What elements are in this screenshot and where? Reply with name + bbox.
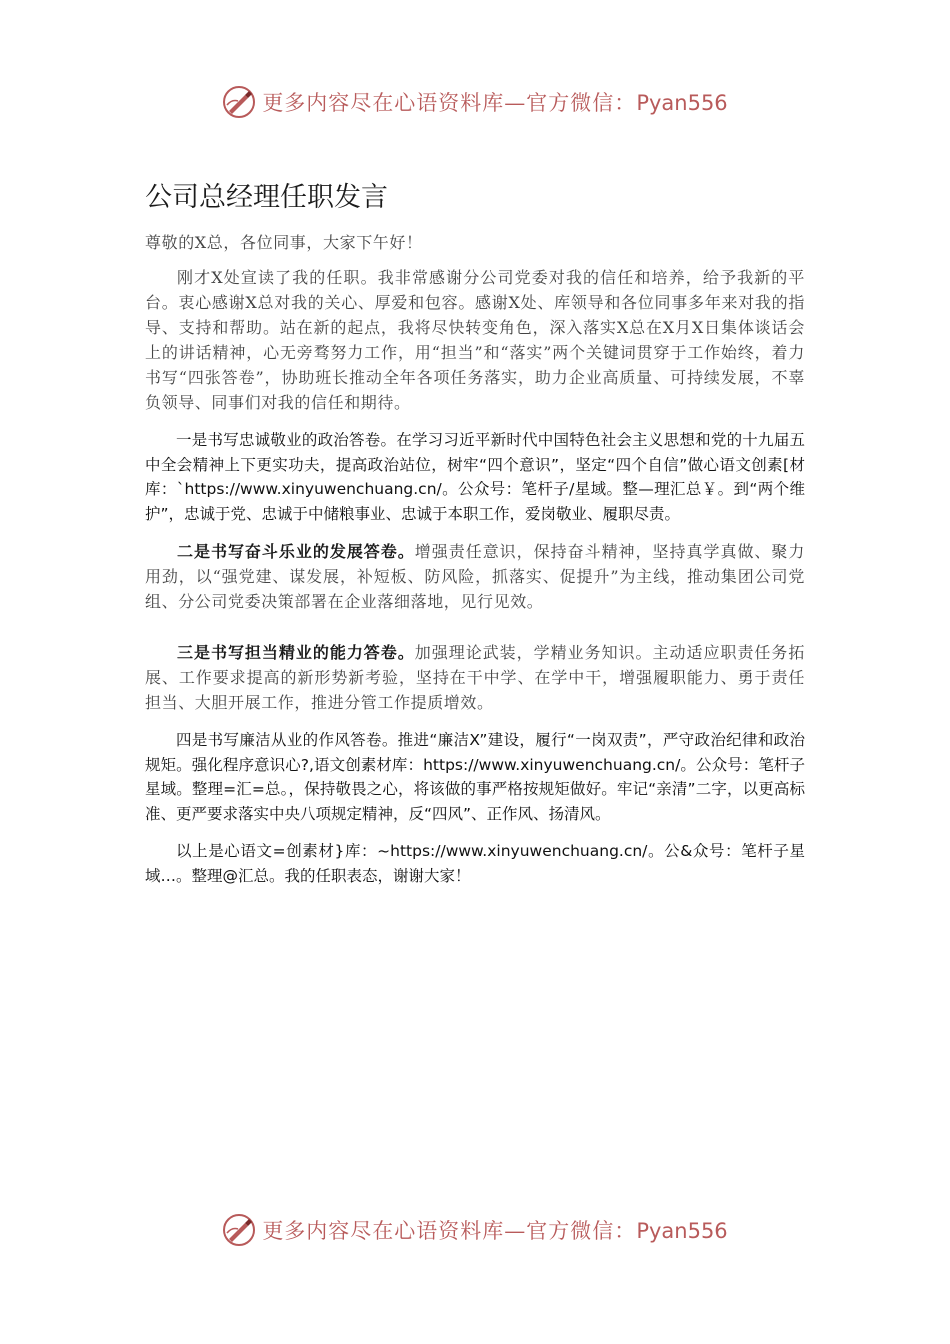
document-body (145, 230, 805, 888)
greeting-paragraph: 尊敬的X总，各位同事，大家下午好！ (145, 233, 423, 252)
banner-handle: Pyan556 (636, 91, 728, 115)
point-three-lead: 三是书写担当精业的能力答卷。 (177, 643, 415, 662)
banner-text: 更多内容尽在心语资料库—官方微信：Pyan556 (262, 1219, 728, 1243)
pen-nib-logo-icon (222, 1213, 256, 1247)
point-two-body: 增强责任意识，保持奋斗精神，坚持真学真做、聚力用劲，以“强党建、谋发展，补短板、防风险，抓落实、促提升”为主线，推动集团公司党组、分公司党委决策部署在企业落细落地，见行见效。 (145, 542, 805, 611)
header-banner (0, 82, 950, 122)
point-three-paragraph (145, 640, 805, 715)
pen-nib-logo-icon (222, 85, 256, 119)
point-three-body: 加强理论武装，学精业务知识。主动适应职责任务拓展、工作要求提高的新形势新考验，坚持在干中学、在学中干，增强履职能力、勇于责任担当、大胆开展工作，推进分管工作提质增效。 (145, 643, 805, 712)
banner-text: 更多内容尽在心语资料库—官方微信：Pyan556 (262, 91, 728, 115)
intro-paragraph: 刚才X处宣读了我的任职。我非常感谢分公司党委对我的信任和培养，给予我新的平台。衷心感谢X总对我的关心、厚爱和包容。感谢X处、库领导和各位同事多年来对我的指导、支持和帮助。站在新的起点，我将尽快转变角色，深入落实X总在X月X日集体谈话会上的讲话精神，心无旁骛努力工作，用“担当”和“落实”两个关键词贯穿于工作始终，着力书写“四张答卷”，协助班长推动全年各项任务落实，助力企业高质量、可持续发展，不辜负领导、同事们对我的信任和期待。 (145, 268, 805, 412)
banner-handle: Pyan556 (636, 1219, 728, 1243)
point-four-paragraph: 四是书写廉洁从业的作风答卷。推进“廉洁X”建设，履行“一岗双责”，严守政治纪律和政治规矩。强化程序意识心?,语文创素材库：https://www.xinyuwenchuang.cn/。公众号：笔杆子星域。整理=汇=总。，保持敬畏之心，将该做的事严格按规矩做好。牢记“亲清”二字，以更高标准、更严要求落实中央八项规定精神，反“四风”、正作风、扬清风。 (145, 731, 805, 823)
closing-paragraph: 以上是心语文=创素材}库：~https://www.xinyuwenchuang.cn/。公&众号：笔杆子星域…。整理@汇总。我的任职表态，谢谢大家！ (145, 842, 805, 885)
point-one-paragraph: 一是书写忠诚敬业的政治答卷。在学习习近平新时代中国特色社会主义思想和党的十九届五中全会精神上下更实功夫，提高政治站位，树牢“四个意识”，坚定“四个自信”做心语文创素[材库：`https://www.xinyuwenchuang.cn/。公众号：笔杆子/星域。整—理汇总￥。到“两个维护”，忠诚于党、忠诚于中储粮事业、忠诚于本职工作，爱岗敬业、履职尽责。 (145, 431, 805, 523)
footer-banner (0, 1210, 950, 1250)
document-title: 公司总经理任职发言 (145, 182, 388, 213)
point-two-lead: 二是书写奋斗乐业的发展答卷。 (177, 542, 415, 561)
point-two-paragraph (145, 539, 805, 614)
